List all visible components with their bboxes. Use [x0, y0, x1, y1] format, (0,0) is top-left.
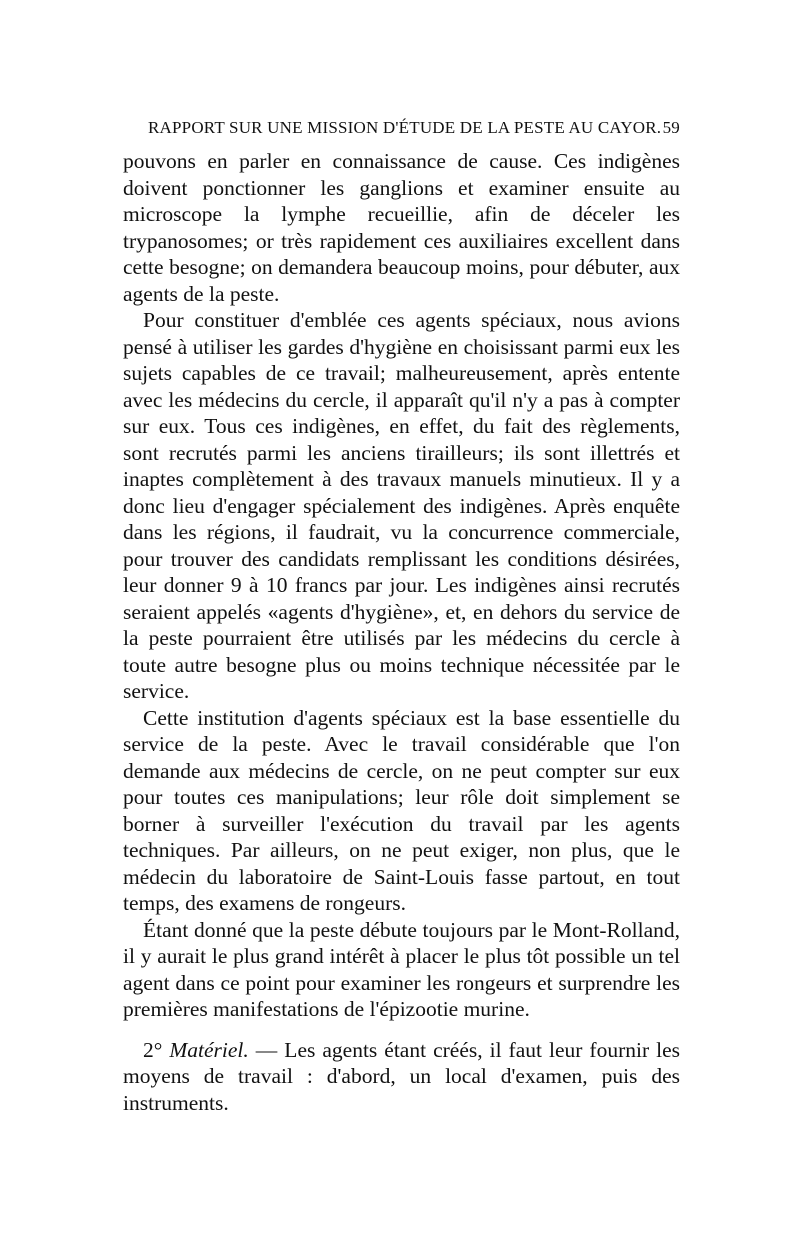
paragraph: Cette institution d'agents spéciaux est la base essentielle du service de la peste. Avec le travail considérable que l'on demande aux médecins de cercle, on ne peut compter sur eux pour toutes ces manipulations; leur rôle doit simplement se borner à surveiller l'exécution du travail par les agents techniques. Par ailleurs, on ne peut exiger, non plus, que le médecin du laboratoire de Saint-Louis fasse partout, en tout temps, des examens de rongeurs.	[123, 705, 680, 915]
section-title: Matériel.	[169, 1037, 249, 1062]
section-paragraph	[123, 1037, 680, 1117]
section-text: — Les agents étant créés, il faut leur fournir les moyens de travail : d'abord, un local d'examen, puis des instruments.	[123, 1037, 681, 1115]
running-title: RAPPORT SUR UNE MISSION D'ÉTUDE DE LA PESTE AU CAYOR.	[148, 118, 662, 137]
paragraph: Pour constituer d'emblée ces agents spéciaux, nous avions pensé à utiliser les gardes d'hygiène en choisissant parmi eux les sujets capables de ce travail; malheureusement, après entente avec les médecins du cercle, il apparaît qu'il n'y a pas à compter sur eux. Tous ces indigènes, en effet, du fait des règlements, sont recrutés parmi les anciens tirailleurs; ils sont illettrés et inaptes complètement à des travaux manuels minutieux. Il y a donc lieu d'engager spécialement des indigènes. Après enquête dans les régions, il faudrait, vu la concurrence commerciale, pour trouver des candidats remplissant les conditions désirées, leur donner 9 à 10 francs par jour. Les indigènes ainsi recrutés seraient appelés «agents d'hygiène», et, en dehors du service de la peste pourraient être utilisés par les médecins du cercle à toute autre besogne plus ou moins technique nécessitée par le service.	[123, 308, 680, 703]
running-header	[148, 118, 680, 138]
paragraph: Étant donné que la peste débute toujours par le Mont-Rolland, il y aurait le plus grand intérêt à placer le plus tôt possible un tel agent dans ce point pour examiner les rongeurs et surprendre les premières manifestations de l'épizootie murine.	[123, 917, 680, 1021]
page-number: 59	[662, 118, 680, 137]
body-text	[123, 148, 680, 1116]
section-number: 2°	[143, 1037, 163, 1062]
paragraph-continuation: pouvons en parler en connaissance de cause. Ces indigènes doivent ponctionner les ganglions et examiner ensuite au microscope la lymphe recueillie, afin de déceler les trypanosomes; or très rapidement ces auxiliaires excellent dans cette besogne; on demandera beaucoup moins, pour débuter, aux agents de la peste.	[123, 149, 680, 306]
